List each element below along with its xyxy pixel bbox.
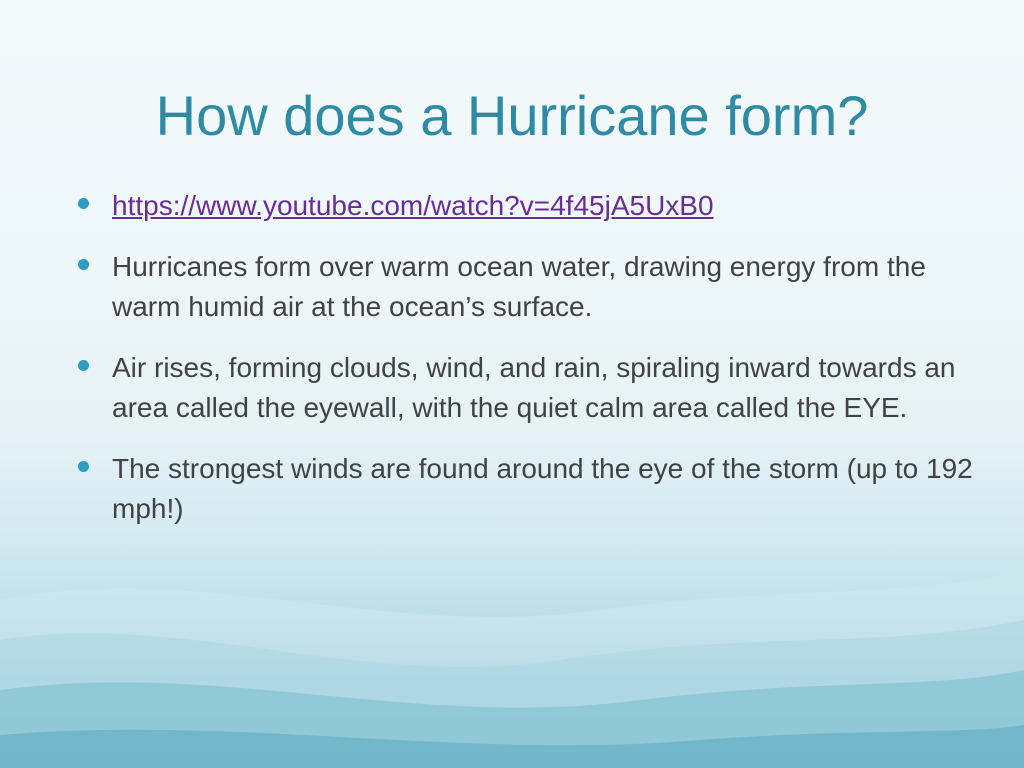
slide-title: How does a Hurricane form? <box>155 84 869 147</box>
bullet-dot-icon <box>78 198 89 209</box>
bullet-item-formation <box>74 247 974 327</box>
bullet-item-winds <box>74 449 974 529</box>
bullet-text: Hurricanes form over warm ocean water, drawing energy from the warm humid air at the ocean’s surface. <box>112 251 926 322</box>
bullet-text: Air rises, forming clouds, wind, and rain, spiraling inward towards an area called the eyewall, with the quiet calm area called the EYE. <box>112 352 956 423</box>
youtube-link[interactable]: https://www.youtube.com/watch?v=4f45jA5UxB0 <box>112 190 714 221</box>
bullet-dot-icon <box>78 461 89 472</box>
bullet-item-link <box>74 186 974 226</box>
bullet-item-eyewall <box>74 348 974 428</box>
bullet-dot-icon <box>78 259 89 270</box>
bullet-list <box>74 186 974 550</box>
bullet-text: The strongest winds are found around the eye of the storm (up to 192 mph!) <box>112 453 973 524</box>
bullet-dot-icon <box>78 360 89 371</box>
